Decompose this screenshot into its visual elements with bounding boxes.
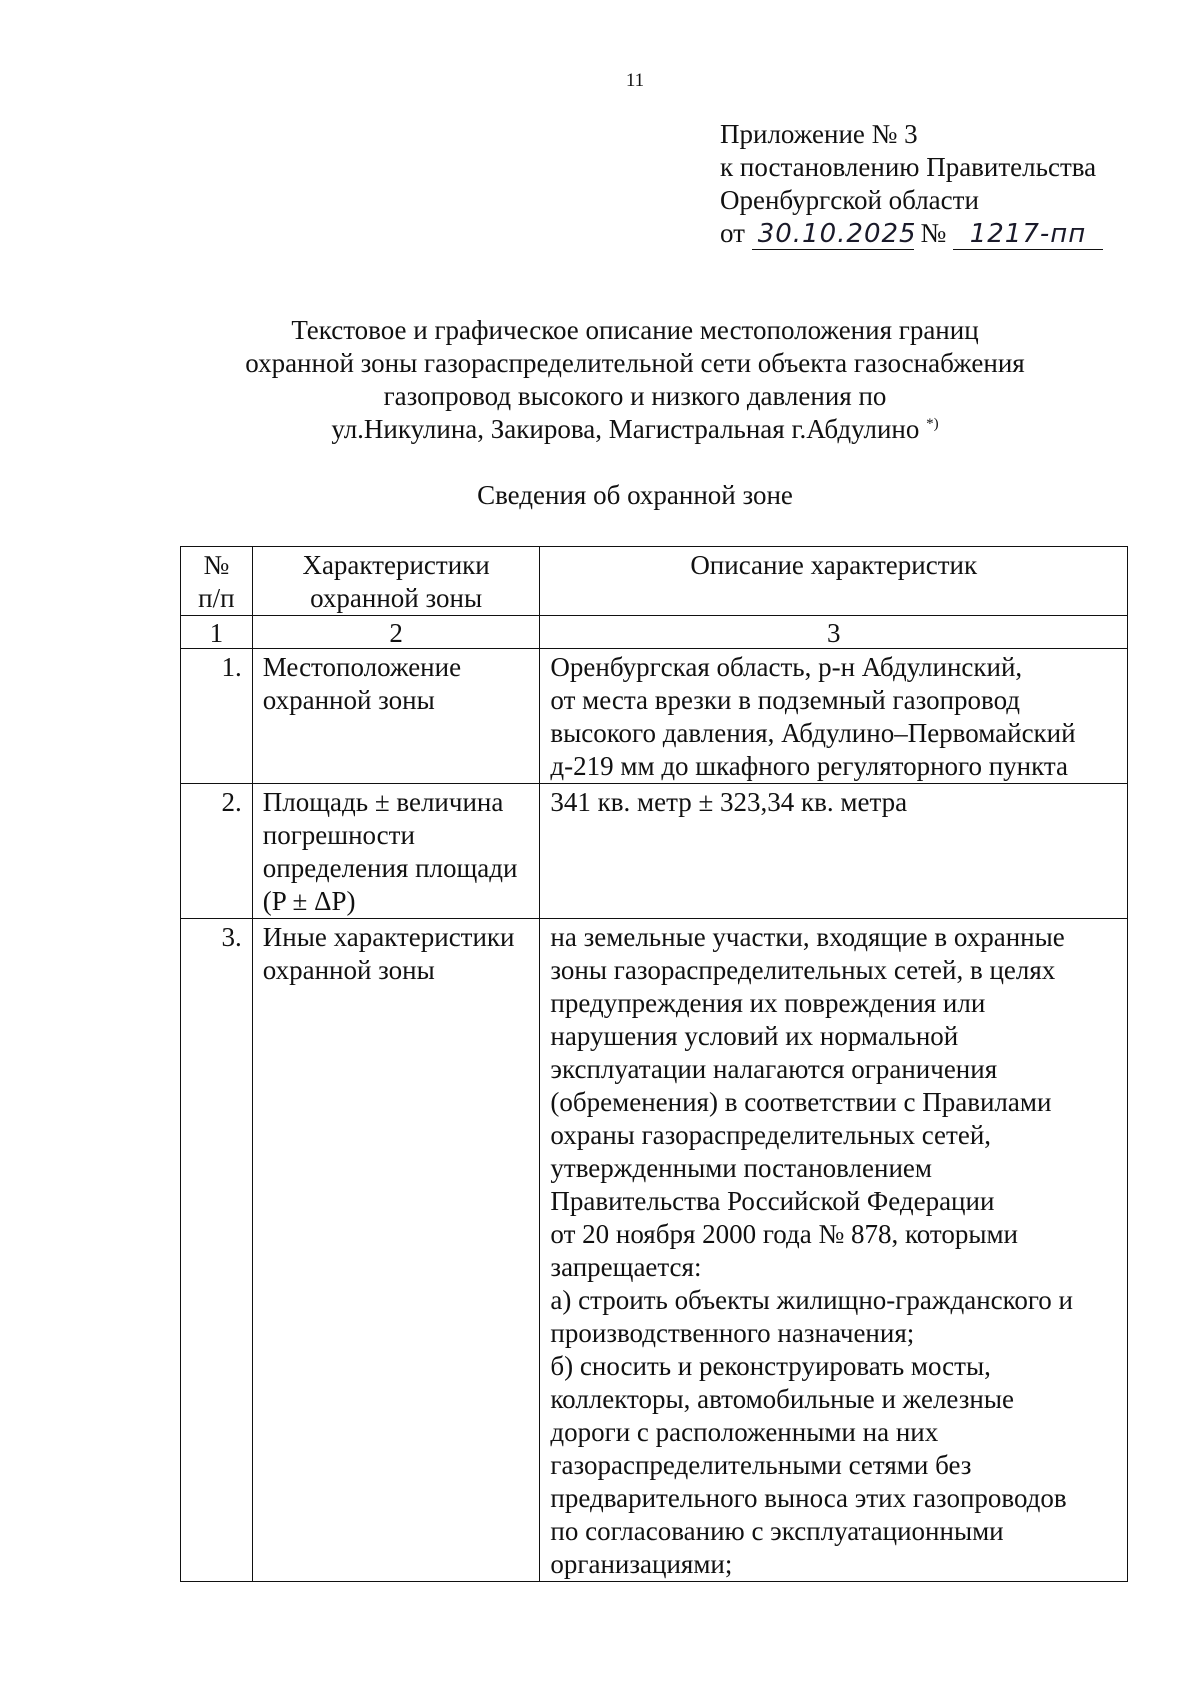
description-line: коллекторы, автомобильные и железные — [550, 1384, 1014, 1414]
table-row — [181, 784, 1128, 919]
appendix-date-number-line — [720, 217, 1103, 250]
zone-info-table — [180, 546, 1128, 1582]
description-line: предварительного выноса этих газопроводов — [550, 1483, 1067, 1513]
description-line: нарушения условий их нормальной — [550, 1021, 959, 1051]
row-characteristic: Местоположение охранной зоны — [252, 649, 540, 784]
title-line-2: охранной зоны газораспределительной сети объекта газоснабжения — [245, 348, 1025, 378]
row-description — [540, 784, 1128, 919]
row-description — [540, 919, 1128, 1582]
description-line: Оренбургская область, р-н Абдулинский, — [550, 652, 1023, 682]
column-number-row — [181, 616, 1128, 649]
description-line: по согласованию с эксплуатационными — [550, 1516, 1004, 1546]
number-label: № — [920, 218, 947, 248]
description-line: б) сносить и реконструировать мосты, — [550, 1351, 991, 1381]
description-line: 341 кв. метр ± 323,34 кв. метра — [550, 787, 908, 817]
row-index: 3. — [181, 919, 253, 1582]
description-line: высокого давления, Абдулино–Первомайский — [550, 718, 1076, 748]
description-line: эксплуатации налагаются ограничения — [550, 1054, 998, 1084]
description-line: дороги с расположенными на них — [550, 1417, 939, 1447]
footnote-mark: *) — [926, 416, 939, 432]
title-line-4-text: ул.Никулина, Закирова, Магистральная г.Абдулино — [331, 414, 920, 444]
header-cell-description: Описание характеристик — [540, 547, 1128, 616]
header-cell-number: № п/п — [181, 547, 253, 616]
description-line: зоны газораспределительных сетей, в целях — [550, 955, 1056, 985]
description-line: организациями; — [550, 1549, 733, 1579]
description-line: от 20 ноября 2000 года № 878, которыми — [550, 1219, 1018, 1249]
description-line: Правительства Российской Федерации — [550, 1186, 995, 1216]
handwritten-number: 1217-пп — [953, 219, 1103, 250]
table-row — [181, 919, 1128, 1582]
section-subtitle: Сведения об охранной зоне — [477, 480, 793, 510]
description-line: утвержденными постановлением — [550, 1153, 932, 1183]
header-cell-characteristics: Характеристики охранной зоны — [252, 547, 540, 616]
appendix-title: Приложение № 3 — [720, 119, 918, 149]
description-line: предупреждения их повреждения или — [550, 988, 986, 1018]
description-line: (обременения) в соответствии с Правилами — [550, 1087, 1052, 1117]
description-line: охраны газораспределительных сетей, — [550, 1120, 992, 1150]
title-line-4 — [0, 413, 1200, 446]
page-number: 11 — [625, 70, 645, 91]
description-line: производственного назначения; — [550, 1318, 915, 1348]
from-label: от — [720, 218, 745, 248]
row-index: 2. — [181, 784, 253, 919]
document-title — [0, 314, 1200, 446]
appendix-line-resolution: к постановлению Правительства — [720, 152, 1097, 182]
row-description — [540, 649, 1128, 784]
handwritten-date: 30.10.2025 — [752, 219, 914, 250]
description-line: а) строить объекты жилищно-гражданского и — [550, 1285, 1074, 1315]
description-line: запрещается: — [550, 1252, 702, 1282]
table-row — [181, 649, 1128, 784]
table-header-row — [181, 547, 1128, 616]
description-line: на земельные участки, входящие в охранные — [550, 922, 1065, 952]
title-line-1: Текстовое и графическое описание местоположения границ — [291, 315, 979, 345]
column-number-cell: 2 — [252, 616, 540, 649]
row-characteristic: Иные характеристики охранной зоны — [252, 919, 540, 1582]
column-number-cell: 3 — [540, 616, 1128, 649]
row-characteristic: Площадь ± величина погрешности определения площади (P ± ΔP) — [252, 784, 540, 919]
description-line: от места врезки в подземный газопровод — [550, 685, 1021, 715]
description-line: газораспределительными сетями без — [550, 1450, 972, 1480]
description-line: д-219 мм до шкафного регуляторного пункта — [550, 751, 1068, 781]
appendix-line-region: Оренбургской области — [720, 185, 979, 215]
appendix-block — [720, 118, 1103, 250]
row-index: 1. — [181, 649, 253, 784]
column-number-cell: 1 — [181, 616, 253, 649]
title-line-3: газопровод высокого и низкого давления по — [383, 381, 887, 411]
